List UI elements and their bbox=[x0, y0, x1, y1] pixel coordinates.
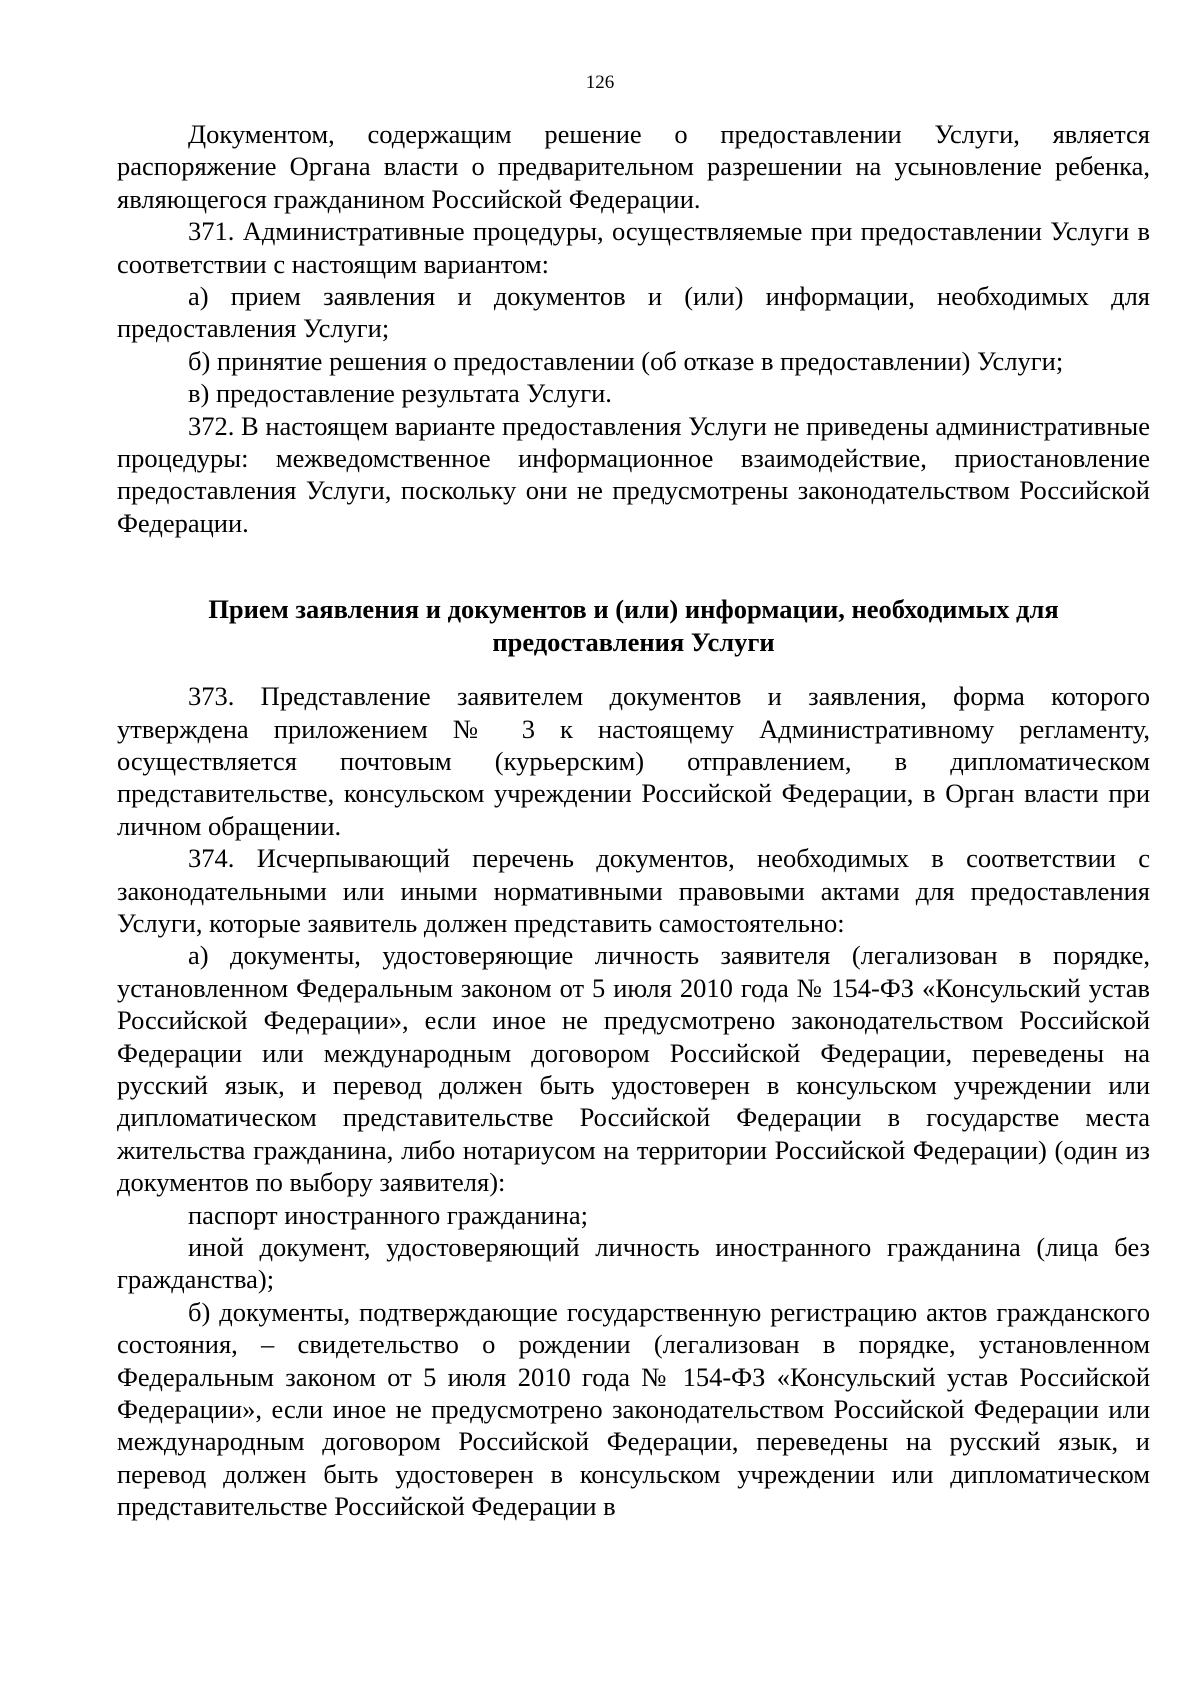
page-number: 126 bbox=[585, 72, 615, 93]
paragraph-371-b: б) принятие решения о предоставлении (об отказе в предоставлении) Услуги; bbox=[188, 345, 1064, 376]
paragraph-373: 373. Представление заявителем документов и заявления, форма которого утверждена приложением № 3 к настоящему Административному регламенту, осуществляется почтовым (курьерским) отправлением, в дипломатическом представительстве, консульском учреждении Российской Федерации, в Орган власти при личном обращении. bbox=[117, 681, 1150, 841]
section-heading: Прием заявления и документов и (или) информации, необходимых для предоставления Услуги bbox=[208, 594, 1059, 657]
paragraph-374: 374. Исчерпывающий перечень документов, необходимых в соответствии с законодательными или иными нормативными правовыми актами для предоставления Услуги, которые заявитель должен представить самостоятельно: bbox=[117, 843, 1150, 938]
paragraph-371-a: а) прием заявления и документов и (или) информации, необходимых для предоставления Услуги; bbox=[117, 281, 1150, 344]
paragraph-371: 371. Административные процедуры, осуществляемые при предоставлении Услуги в соответствии с настоящим вариантом: bbox=[117, 216, 1150, 279]
paragraph-passport: паспорт иностранного гражданина; bbox=[188, 1199, 588, 1230]
paragraph-374-b: б) документы, подтверждающие государственную регистрацию актов гражданского состояния, – свидетельство о рождении (легализован в порядке, установленном Федеральным законом от 5 июля 2010 года № 154-ФЗ «Консульский устав Российской Федерации», если иное не предусмотрено законодательством Российской Федерации или международным договором Российской Федерации, переведены на русский язык, и перевод должен быть удостоверен в консульском учреждении или дипломатическом представительстве Российской Федерации в bbox=[117, 1296, 1150, 1522]
paragraph-374-a: а) документы, удостоверяющие личность заявителя (легализован в порядке, установленном Федеральным законом от 5 июля 2010 года № 154-ФЗ «Консульский устав Российской Федерации», если иное не предусмотрено законодательством Российской Федерации или международным договором Российской Федерации, переведены на русский язык, и перевод должен быть удостоверен в консульском учреждении или дипломатическом представительстве Российской Федерации в государстве места жительства гражданина, либо нотариусом на территории Российской Федерации) (один из документов по выбору заявителя): bbox=[117, 940, 1150, 1198]
document-body bbox=[117, 118, 1150, 1523]
paragraph-other-id: иной документ, удостоверяющий личность иностранного гражданина (лица без гражданства); bbox=[117, 1232, 1150, 1295]
paragraph-371-v: в) предоставление результата Услуги. bbox=[188, 378, 612, 409]
paragraph-372: 372. В настоящем варианте предоставления Услуги не приведены административные процедуры: межведомственное информационное взаимодействие, приостановление предоставления Услуги, поскольку они не предусмотрены законодательством Российской Федерации. bbox=[117, 410, 1150, 538]
paragraph-result-document: Документом, содержащим решение о предоставлении Услуги, является распоряжение Органа власти о предварительном разрешении на усыновление ребенка, являющегося гражданином Российской Федерации. bbox=[117, 119, 1150, 214]
